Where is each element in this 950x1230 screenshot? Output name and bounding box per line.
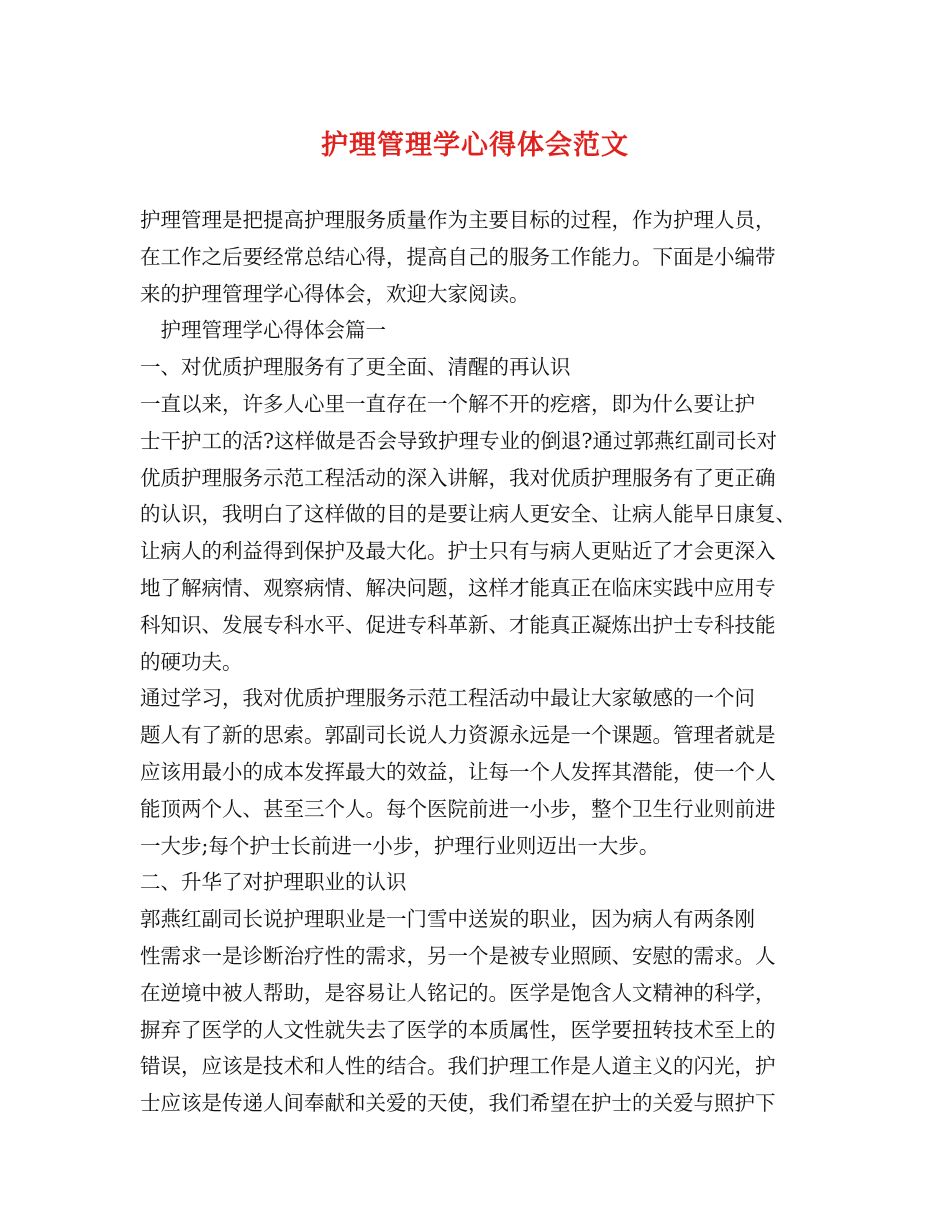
body-text-line: 的认识，我明白了这样做的目的是要让病人更安全、让病人能早日康复、: [140, 502, 796, 527]
body-text-line: 优质护理服务示范工程活动的深入讲解，我对优质护理服务有了更正确: [140, 465, 776, 490]
body-text-line: 护理管理学心得体会篇一: [140, 318, 386, 343]
body-text-line: 性需求一是诊断治疗性的需求，另一个是被专业照顾、安慰的需求。人: [140, 943, 776, 968]
body-text-line: 题人有了新的思索。郭副司长说人力资源永远是一个课题。管理者就是: [140, 723, 776, 748]
body-text-line: 通过学习，我对优质护理服务示范工程活动中最让大家敏感的一个问: [140, 686, 755, 711]
body-text-line: 地了解病情、观察病情、解决问题，这样才能真正在临床实践中应用专: [140, 575, 776, 600]
document-title: 护理管理学心得体会范文: [321, 130, 629, 161]
body-text-line: 在逆境中被人帮助，是容易让人铭记的。医学是饱含人文精神的科学，: [140, 980, 776, 1005]
body-text-line: 一直以来，许多人心里一直存在一个解不开的疙瘩，即为什么要让护: [140, 391, 755, 416]
document-body: [140, 202, 830, 1122]
body-text-line: 一大步;每个护士长前进一小步，护理行业则迈出一大步。: [140, 833, 660, 858]
body-text-line: 的硬功夫。: [140, 649, 243, 674]
body-text-line: 科知识、发展专科水平、促进专科革新、才能真正凝炼出护士专科技能: [140, 612, 776, 637]
body-text-line: 一、对优质护理服务有了更全面、清醒的再认识: [140, 355, 571, 380]
body-text-line: 让病人的利益得到保护及最大化。护士只有与病人更贴近了才会更深入: [140, 539, 776, 564]
body-text-line: 郭燕红副司长说护理职业是一门雪中送炭的职业，因为病人有两条刚: [140, 907, 755, 932]
body-text-line: 士应该是传递人间奉献和关爱的天使，我们希望在护士的关爱与照护下: [140, 1091, 776, 1116]
body-text-line: 在工作之后要经常总结心得，提高自己的服务工作能力。下面是小编带: [140, 244, 776, 269]
body-text-line: 士干护工的活?这样做是否会导致护理专业的倒退?通过郭燕红副司长对: [140, 428, 777, 453]
body-text-line: 摒弃了医学的人文性就失去了医学的本质属性，医学要扭转技术至上的: [140, 1017, 776, 1042]
body-text-line: 护理管理是把提高护理服务质量作为主要目标的过程，作为护理人员，: [140, 208, 776, 232]
body-text-line: 应该用最小的成本发挥最大的效益，让每一个人发挥其潜能，使一个人: [140, 759, 776, 784]
body-text-line: 来的护理管理学心得体会，欢迎大家阅读。: [140, 281, 530, 306]
body-text-line: 错误，应该是技术和人性的结合。我们护理工作是人道主义的闪光，护: [140, 1054, 776, 1079]
body-text-line: 能顶两个人、甚至三个人。每个医院前进一小步，整个卫生行业则前进: [140, 796, 776, 821]
body-text-line: 二、升华了对护理职业的认识: [140, 870, 407, 895]
